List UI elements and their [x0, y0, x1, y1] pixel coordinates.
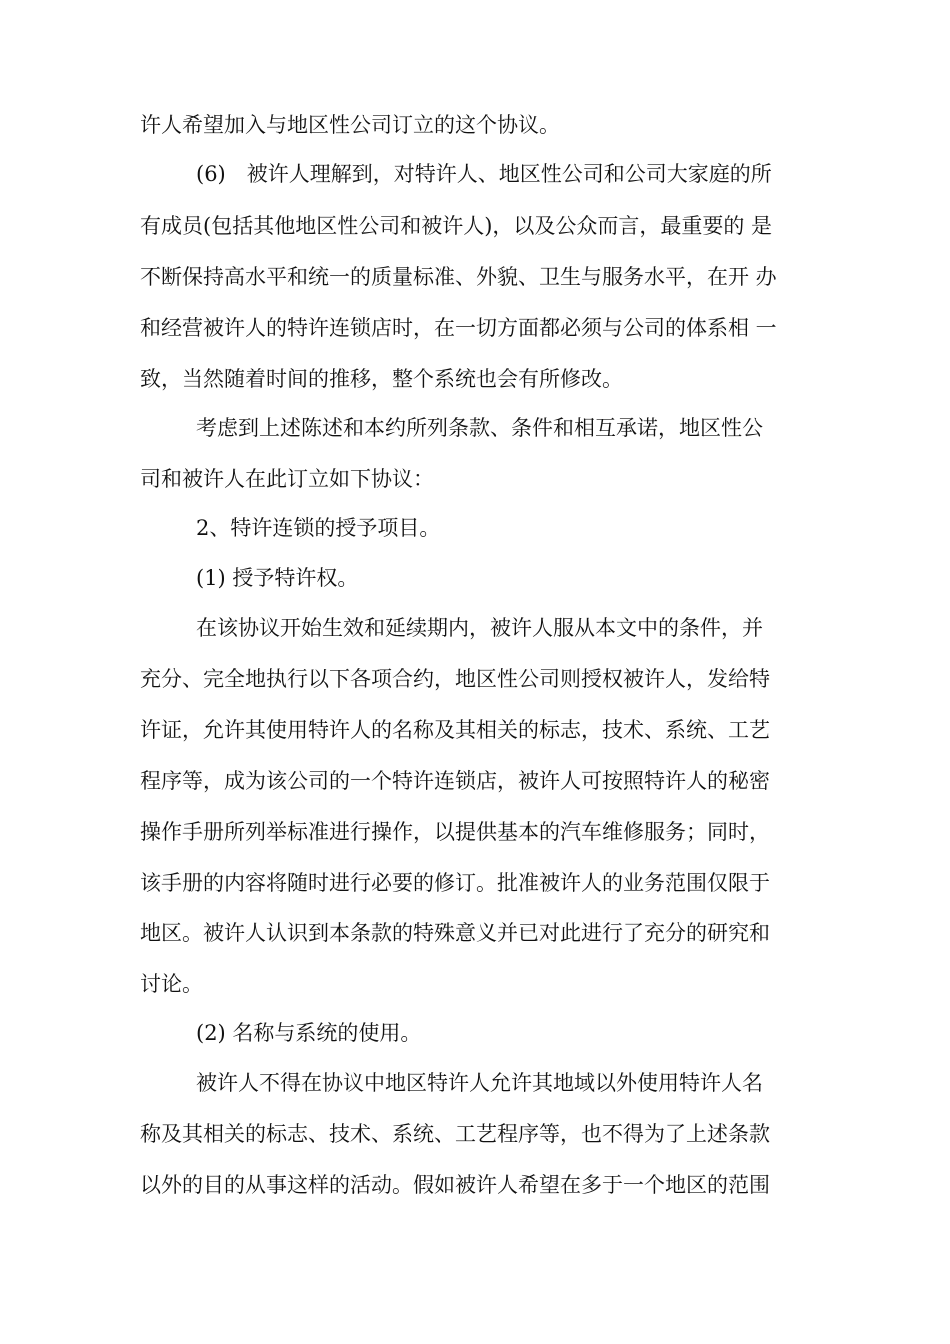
paragraph-line: 程序等，成为该公司的一个特许连锁店，被许人可按照特许人的秘密 [140, 769, 770, 793]
paragraph-line: 在该协议开始生效和延续期内，被许人服从本文中的条件，并 [196, 616, 763, 640]
paragraph-line: 司和被许人在此订立如下协议： [140, 467, 434, 491]
paragraph-line: 以外的目的从事这样的活动。假如被许人希望在多于一个地区的范围 [140, 1173, 770, 1197]
paragraph-line: 许证，允许其使用特许人的名称及其相关的标志，技术、系统、工艺 [140, 718, 770, 742]
subsection-heading: (1) 授予特许权。 [196, 566, 359, 590]
paragraph-line: 被许人不得在协议中地区特许人允许其地域以外使用特许人名 [196, 1071, 763, 1095]
section-heading: 2、特许连锁的授予项目。 [196, 516, 441, 540]
paragraph-line: 和经营被许人的特许连锁店时，在一切方面都必须与公司的体系相 一 [140, 316, 777, 340]
paragraph-line: 考虑到上述陈述和本约所列条款、条件和相互承诺，地区性公 [196, 416, 763, 440]
paragraph-line: (6) 被许人理解到，对特许人、地区性公司和公司大家庭的所 [196, 162, 772, 186]
paragraph-line: 该手册的内容将随时进行必要的修订。批准被许人的业务范围仅限于 [140, 871, 770, 895]
paragraph-line: 充分、完全地执行以下各项合约，地区性公司则授权被许人，发给特 [140, 667, 770, 691]
paragraph-line: 有成员(包括其他地区性公司和被许人)，以及公众而言，最重要的 是 [140, 214, 773, 238]
paragraph-line: 操作手册所列举标准进行操作，以提供基本的汽车维修服务；同时， [140, 820, 770, 844]
paragraph-line: 地区。被许人认识到本条款的特殊意义并已对此进行了充分的研究和 [140, 921, 770, 945]
paragraph-line: 致，当然随着时间的推移，整个系统也会有所修改。 [140, 367, 623, 391]
paragraph-line: 许人希望加入与地区性公司订立的这个协议。 [140, 113, 560, 137]
paragraph-line: 不断保持高水平和统一的质量标准、外貌、卫生与服务水平，在开 办 [140, 265, 777, 289]
paragraph-line: 称及其相关的标志、技术、系统、工艺程序等，也不得为了上述条款 [140, 1122, 770, 1146]
paragraph-line: 讨论。 [140, 972, 203, 996]
subsection-heading: (2) 名称与系统的使用。 [196, 1021, 422, 1045]
